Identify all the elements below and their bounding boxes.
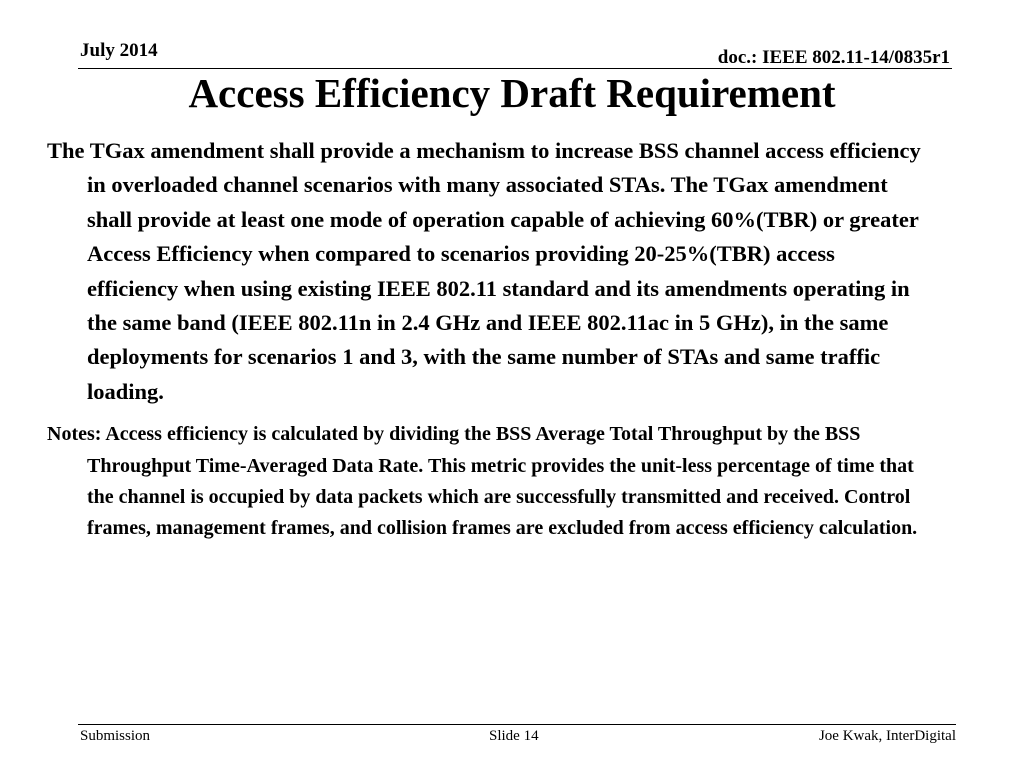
footer-divider <box>78 724 956 725</box>
requirement-paragraph: The TGax amendment shall provide a mechanism to increase BSS channel access efficiency in overloaded channel scenarios with many associated STAs. The TGax amendment shall provide at least one mode of operation capable of achieving 60%(TBR) or greater Access Efficiency when compared to scenarios providing 20-25%(TBR) access efficiency when using existing IEEE 802.11 standard and its amendments operating in the same band (IEEE 802.11n in 2.4 GHz and IEEE 802.11ac in 5 GHz), in the same deployments for scenarios 1 and 3, with the same number of STAs and same traffic loading. <box>47 138 921 404</box>
slide-title: Access Efficiency Draft Requirement <box>188 70 836 116</box>
header-date: July 2014 <box>80 40 158 61</box>
notes-paragraph: Notes: Access efficiency is calculated by dividing the BSS Average Total Throughput by the BSS Throughput Time-Averaged Data Rate. This metric provides the unit-less percentage of time that the channel is occupied by data packets which are successfully transmitted and received. Control frames, management frames, and collision frames are excluded from access efficiency calculation. <box>47 423 918 540</box>
footer-slide-number: Slide 14 <box>489 728 539 744</box>
footer-submission: Submission <box>80 728 151 744</box>
footer-author: Joe Kwak, InterDigital <box>818 728 956 744</box>
slide-body <box>47 134 927 544</box>
header-doc-id: doc.: IEEE 802.11-14/0835r1 <box>717 47 950 68</box>
header-divider <box>78 68 952 69</box>
